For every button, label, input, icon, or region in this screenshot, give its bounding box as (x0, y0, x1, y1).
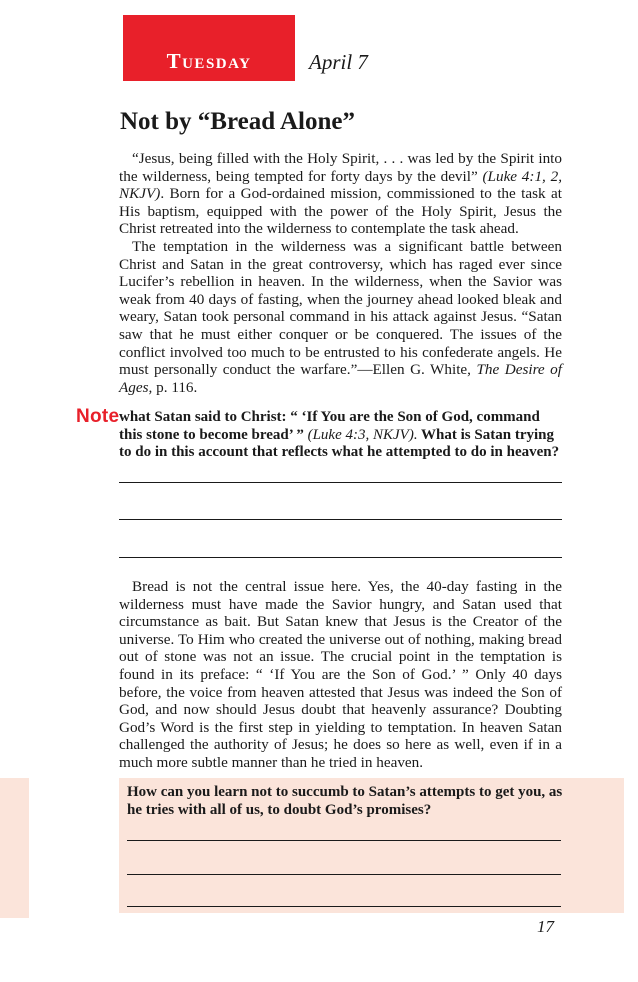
text-run: What is Satan trying to do in this account that reflects what he attempted to do in heaven? (119, 426, 560, 460)
note-prompt (119, 409, 562, 462)
page-number: 17 (537, 917, 554, 936)
bread-paragraph: Bread is not the central issue here. Yes, the 40-day fasting in the wilderness must have made the Savior hungry, and Satan used that circumstance as bait. But Satan knew that Jesus is the Creator of the universe. To Him who created the universe out of nothing, making bread out of stone was not an issue. The crucial point in the temptation is found in its preface: “ ‘If You are the Son of God.’ ” Only 40 days before, the voice from heaven attested that Jesus was indeed the Son of God, and now should Jesus doubt that heavenly assurance? Doubting God’s Word is the first step in yielding to temptation. In heaven Satan challenged the authority of Jesus; he does so here as well, even if in a much more subtle manner than he tried in heaven. (119, 578, 562, 771)
day-banner (123, 15, 295, 81)
scripture-reference: (Luke 4:1, 2, NKJV) (119, 167, 562, 203)
text-run: what Satan said to Christ: “ ‘If You are the Son of God, command this stone to become bread’ ” (119, 409, 540, 443)
discussion-question: How can you learn not to succumb to Satan’s attempts to get you, as he tries with all of us, to doubt God’s promises? (127, 784, 563, 818)
text-run: . Born for a God-ordained mission, commissioned to the task at His baptism, equipped with the power of the Holy Spirit, Jesus the Christ retreated into the wilderness to contemplate the task ahead. (119, 185, 562, 238)
text-run: “Jesus, being filled with the Holy Spirit, . . . was led by the Spirit into the wilderness, being tempted for forty days by the devil” (119, 150, 562, 185)
question-box (119, 778, 624, 913)
answer-line[interactable] (119, 557, 562, 558)
intro-paragraph-1 (119, 150, 562, 238)
bread-text (119, 578, 562, 772)
lesson-title: Not by “Bread Alone” (120, 108, 355, 135)
intro-text (119, 150, 562, 396)
day-label: Tuesday (166, 49, 252, 73)
text-run: p. 116. (152, 378, 198, 396)
answer-line[interactable] (119, 482, 562, 483)
intro-paragraph-2 (119, 238, 562, 396)
book-title: The Desire of Ages, (119, 361, 562, 396)
answer-line[interactable] (127, 906, 561, 907)
text-run: The temptation in the wilderness was a significant battle between Christ and Satan in the great controversy, which has raged ever since Lucifer’s rebellion in heaven. In the wilderness, when the Savior was weak from 40 days of fasting, when the journey ahead looked bleak and weary, Satan took personal command in his attack against Jesus. “Satan saw that he must either conquer or be conquered. The issues of the conflict involved too much to be entrusted to his confederate angels. He must personally conduct the warfare.”—Ellen G. White, (119, 237, 562, 379)
side-tab (0, 778, 29, 918)
answer-line[interactable] (119, 519, 562, 520)
answer-line[interactable] (127, 840, 561, 841)
date-label: April 7 (309, 50, 368, 74)
answer-line[interactable] (127, 874, 561, 875)
note-label: Note (76, 406, 120, 427)
scripture-reference: (Luke 4:3, NKJV). (307, 426, 418, 443)
